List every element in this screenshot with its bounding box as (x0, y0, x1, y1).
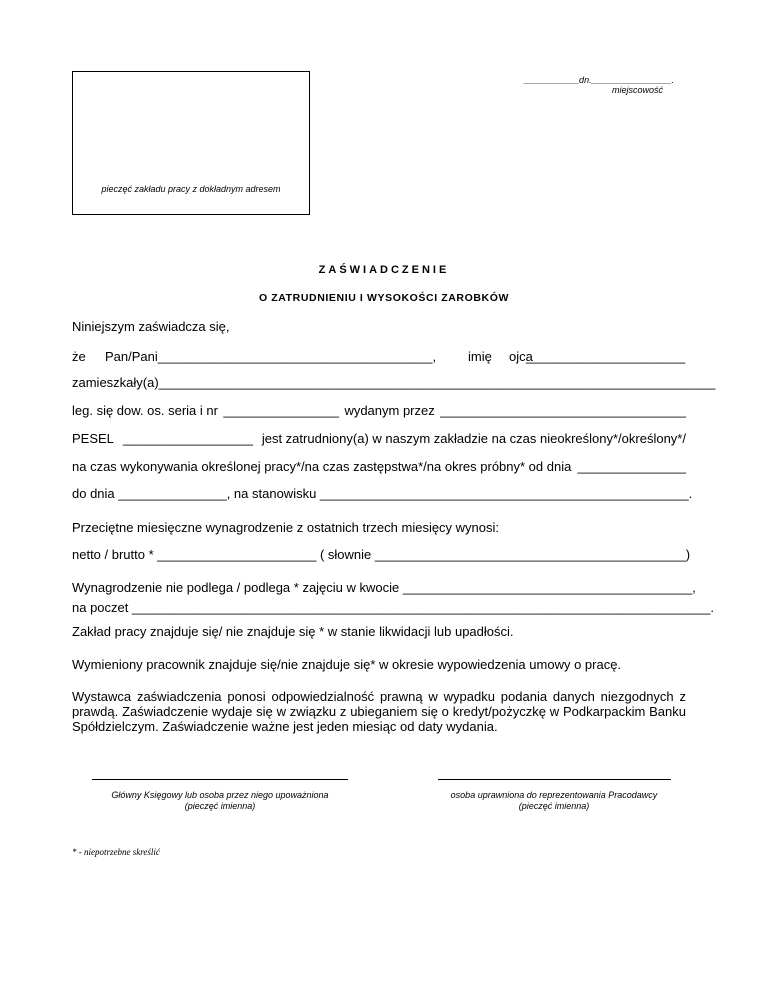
contract-text: na czas wykonywania określonej pracy*/na czas zastępstwa*/na okres próbny* od dnia (72, 459, 572, 474)
document-subtitle: O ZATRUDNIENIU I WYSOKOŚCI ZAROBKÓW (258, 292, 510, 304)
pesel-field: __________________ (122, 431, 253, 446)
account-row: na poczet ________________________________________________________________________________. (72, 600, 714, 615)
issued-label: wydanym przez (344, 403, 435, 418)
garnishment-row: Wynagrodzenie nie podlega / podlega * zajęciu w kwocie ________________________________________, (72, 580, 696, 595)
that-word: że (72, 349, 86, 364)
left-signature-caption (70, 790, 370, 812)
id-row (72, 403, 686, 418)
right-signature-stamp: (pieczęć imienna) (518, 801, 590, 811)
left-signature-line (92, 779, 348, 780)
notice-text: Wymieniony pracownik znajduje się/nie znajduje się* w okresie wypowiedzenia umowy o pracę. (72, 657, 622, 672)
liability-paragraph: Wystawca zaświadczenia ponosi odpowiedzialność prawną w wypadku podania danych niezgodnych z prawdą. Zaświadczenie wydaje się w związku z ubieganiem się o kredyt/pożyczkę w Podkarpackim Banku Spółdzielczym. Zaświadczenie ważne jest jeden miesiąc od daty wydania. (72, 689, 686, 734)
father-label: ojca (509, 349, 533, 364)
id-field: ________________ (223, 403, 340, 418)
employment-text: jest zatrudniony(a) w naszym zakładzie na czas nieokreślony*/określony*/ (261, 431, 686, 446)
right-signature-line (438, 779, 671, 780)
salary-row: netto / brutto * ______________________ ( słownie ___________________________________________) (72, 547, 691, 562)
right-signature-caption (404, 790, 704, 812)
pesel-row (72, 431, 686, 446)
document-title: ZAŚWIADCZENIE (318, 264, 450, 276)
contract-row (72, 459, 686, 474)
right-signature-role: osoba uprawniona do reprezentowania Pracodawcy (450, 790, 658, 800)
issued-field: __________________________________ (440, 403, 686, 418)
father-name-field: ______________________ (526, 349, 686, 364)
position-row: do dnia _______________, na stanowisku ___________________________________________________. (72, 486, 693, 501)
salary-intro: Przeciętne miesięczne wynagrodzenie z ostatnich trzech miesięcy wynosi: (72, 520, 500, 535)
liquidation-text: Zakład pracy znajduje się/ nie znajduje się * w stanie likwidacji lub upadłości. (72, 624, 514, 639)
place-label: miejscowość (612, 85, 664, 95)
footnote: * - niepotrzebne skreślić (72, 847, 160, 857)
company-stamp-label: pieczęć zakładu pracy z dokładnym adresem (101, 184, 281, 194)
intro-text: Niniejszym zaświadcza się, (72, 319, 230, 334)
company-stamp-box (72, 71, 310, 215)
address-field: zamieszkały(a)_____________________________________________________________________________ (72, 375, 716, 390)
name-field: Pan/Pani______________________________________, (105, 349, 437, 364)
left-signature-role: Główny Księgowy lub osoba przez niego upoważniona (111, 790, 329, 800)
first-name-label: imię (468, 349, 492, 364)
id-label: leg. się dow. os. seria i nr (72, 403, 218, 418)
start-date-field: _______________ (577, 459, 686, 474)
place-date-line: ___________dn.________________. (524, 75, 675, 85)
pesel-label: PESEL (72, 431, 114, 446)
left-signature-stamp: (pieczęć imienna) (184, 801, 256, 811)
